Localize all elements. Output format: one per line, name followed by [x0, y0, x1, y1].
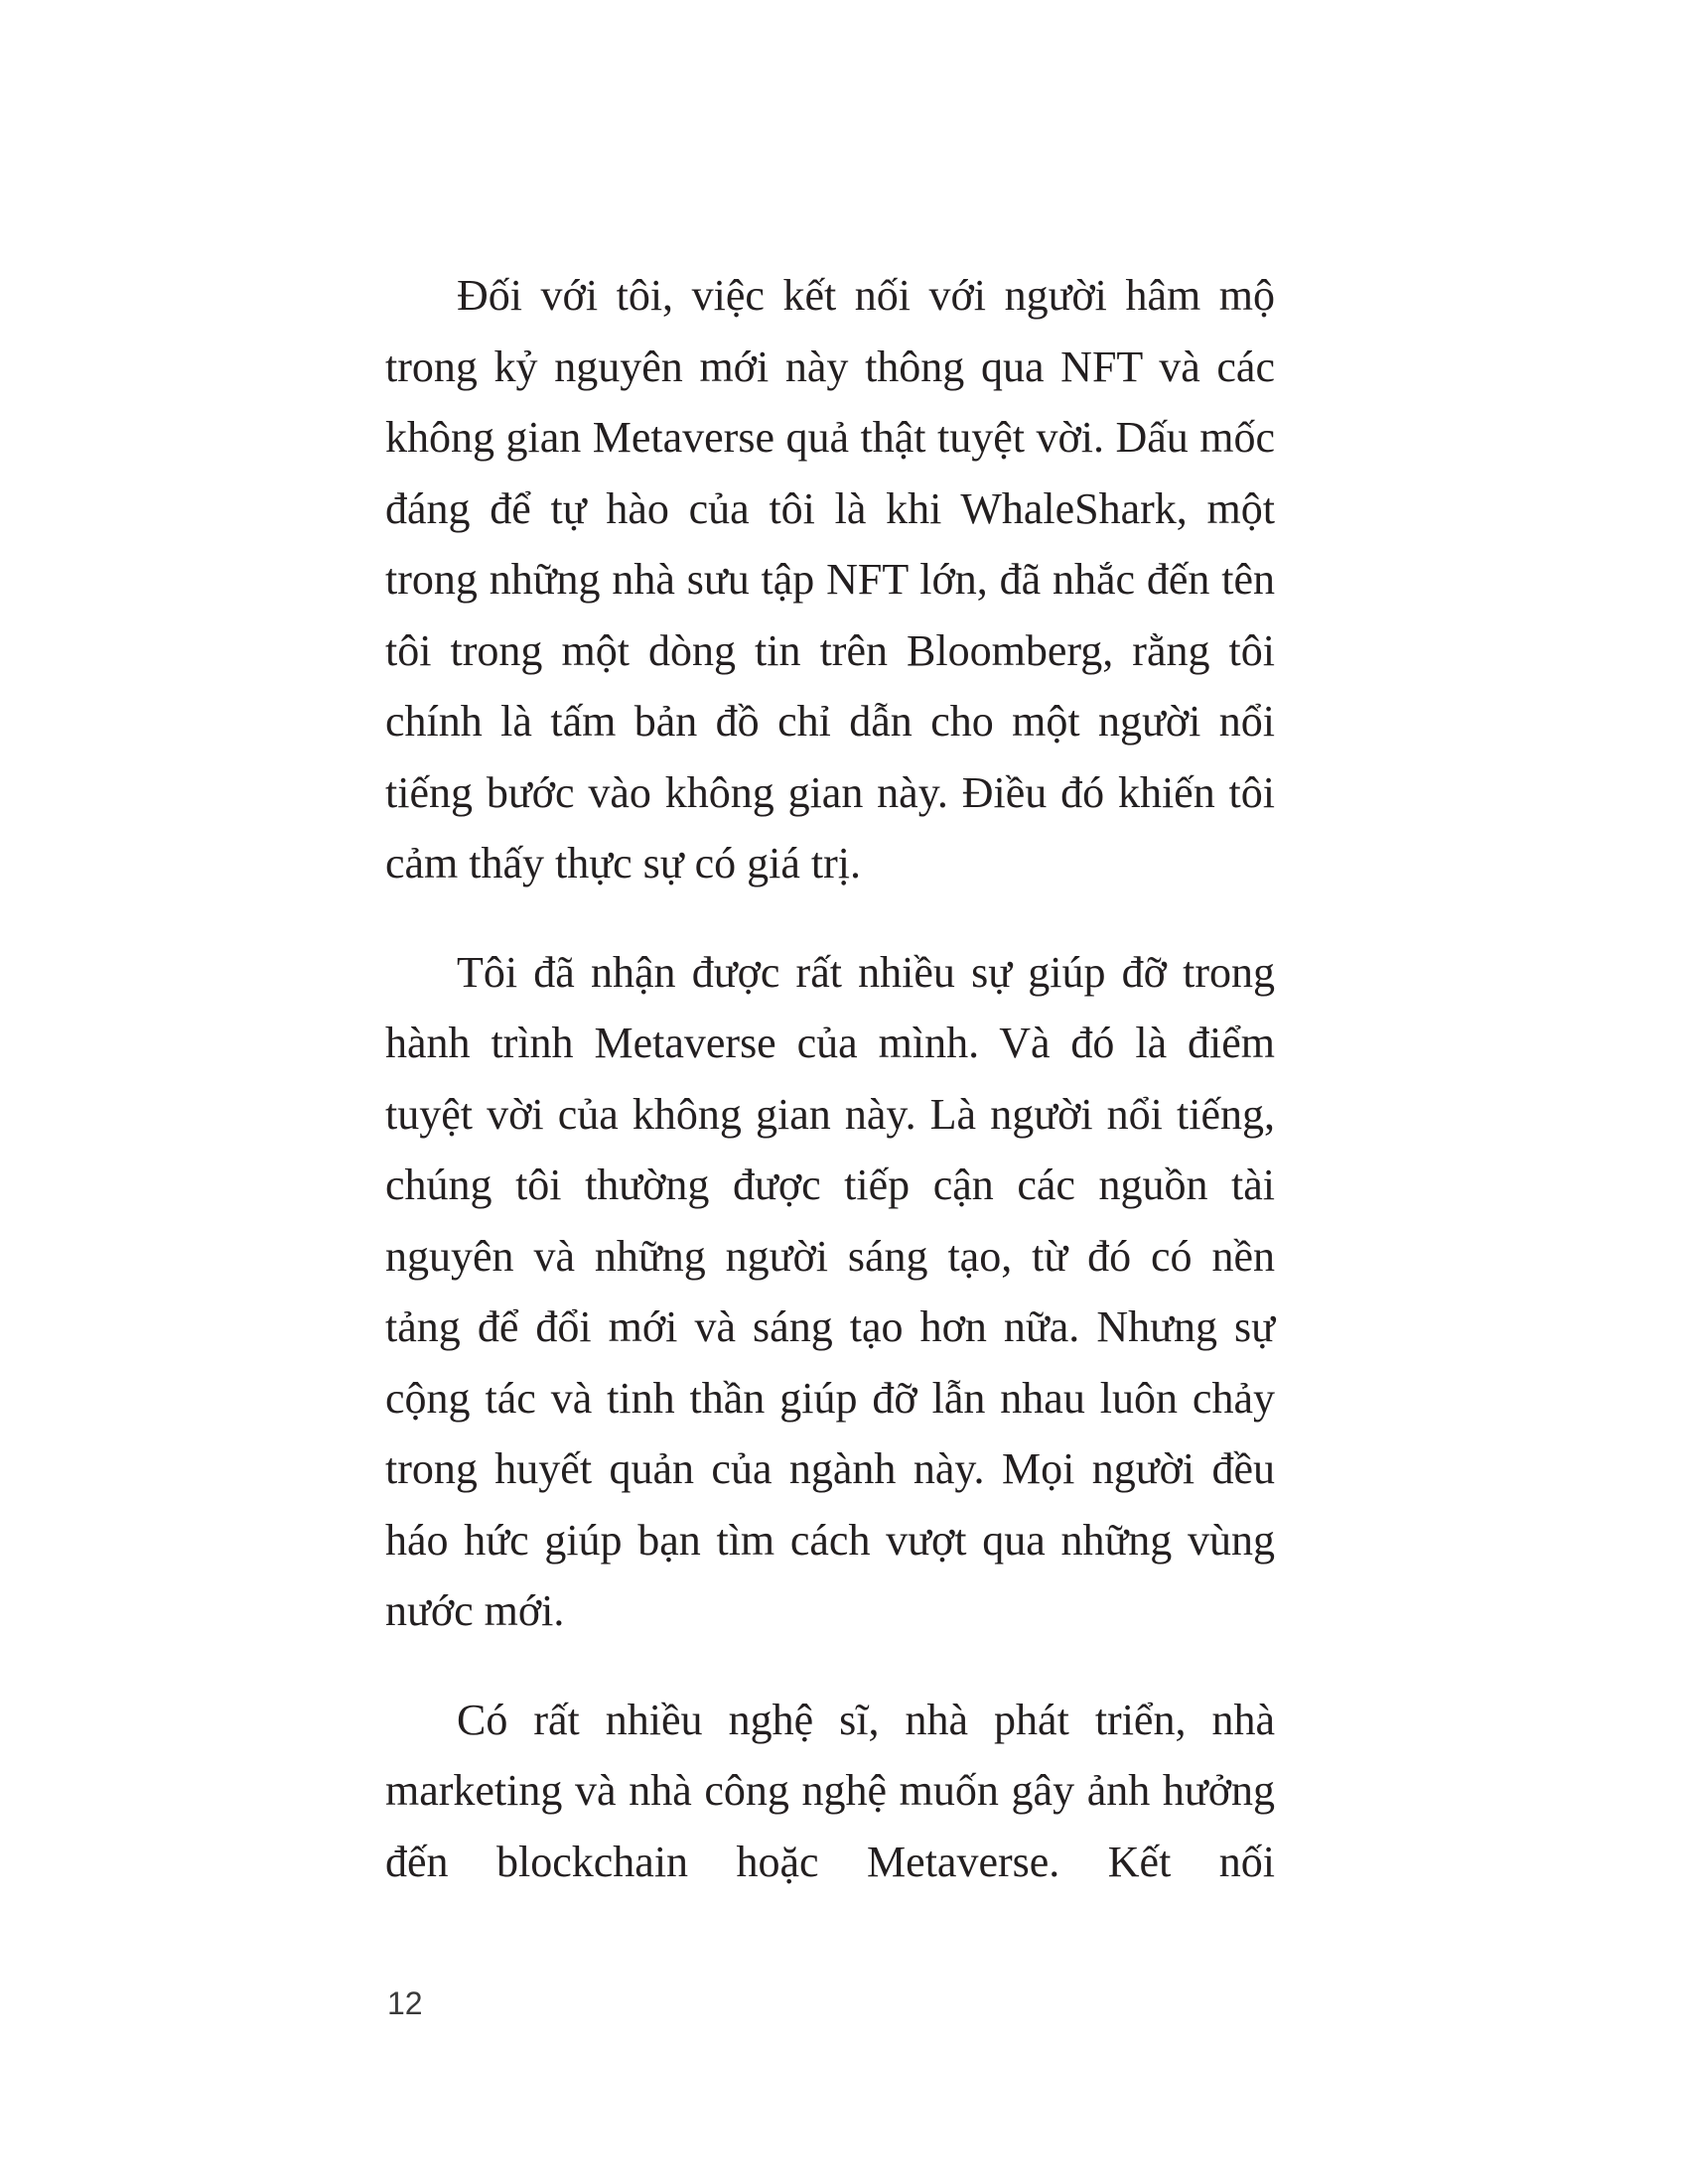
- paragraph-1: Đối với tôi, việc kết nối với người hâm mộ trong kỷ nguyên mới này thông qua NFT và các không gian Metaverse quả thật tuyệt vời. Dấu mốc đáng để tự hào của tôi là khi WhaleShark, một trong những nhà sưu tập NFT lớn, đã nhắc đến tên tôi trong một dòng tin trên Bloomberg, rằng tôi chính là tấm bản đồ chỉ dẫn cho một người nổi tiếng bước vào không gian này. Điều đó khiến tôi cảm thấy thực sự có giá trị.: [385, 271, 1275, 887]
- paragraph-2: Tôi đã nhận được rất nhiều sự giúp đỡ trong hành trình Metaverse của mình. Và đó là điểm tuyệt vời của không gian này. Là người nổi tiếng, chúng tôi thường được tiếp cận các nguồn tài nguyên và những người sáng tạo, từ đó có nền tảng để đổi mới và sáng tạo hơn nữa. Nhưng sự cộng tác và tinh thần giúp đỡ lẫn nhau luôn chảy trong huyết quản của ngành này. Mọi người đều háo hức giúp bạn tìm cách vượt qua những vùng nước mới.: [385, 947, 1275, 1635]
- body-text: [385, 260, 1275, 1935]
- page-number: 12: [387, 1985, 423, 2021]
- paragraph-3: Có rất nhiều nghệ sĩ, nhà phát triển, nhà marketing và nhà công nghệ muốn gây ảnh hưởng đến blockchain hoặc Metaverse. Kết nối: [385, 1695, 1275, 1886]
